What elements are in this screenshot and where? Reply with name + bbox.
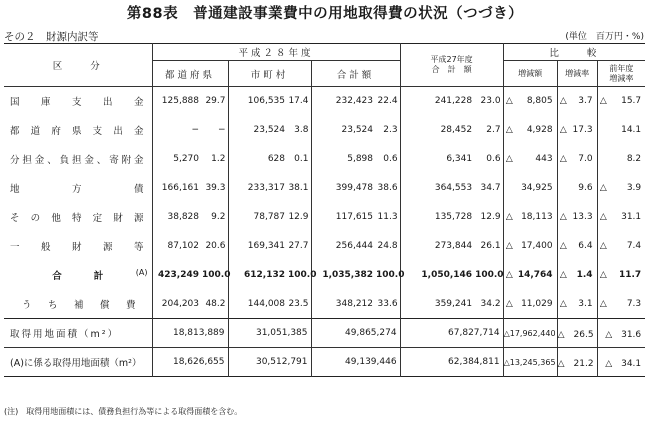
cell-total-pct: 22.4 — [377, 96, 398, 107]
cell-total-pct: 0.6 — [383, 154, 398, 164]
cell-rate: 7.0 — [578, 154, 593, 164]
cell-prev: 62,384,811 — [400, 348, 503, 377]
header-prev-change-rate — [597, 61, 645, 87]
row-label: 地方債 — [10, 184, 144, 195]
cell-muni-pct: 0.1 — [294, 154, 309, 164]
footnote: (注) 取得用地面積には、債務負担行為等による取得面積を含む。 — [4, 407, 243, 416]
cell-prev: 28,452 — [400, 116, 475, 145]
cell-rate-sign: △ — [557, 203, 569, 232]
cell-muni-pct: 100.0 — [288, 270, 317, 280]
cell-pref-pct: 20.6 — [205, 241, 226, 251]
area-row-1 — [4, 319, 645, 348]
cell-total: 256,444 — [311, 232, 376, 261]
cell-diff-sign: △ — [503, 290, 515, 319]
cell-prev: 241,228 — [400, 87, 475, 116]
cell-prev-rate: 15.7 — [621, 96, 642, 107]
cell-pref-pct: 9.2 — [211, 212, 226, 222]
cell-prev: 359,241 — [400, 290, 475, 319]
header-total: 合計額 — [311, 61, 400, 87]
cell-prev-pct: 34.7 — [480, 183, 501, 193]
header-change-amount: 増減額 — [503, 61, 557, 87]
cell-rate-sign: △ — [557, 87, 569, 116]
header-change-rate: 増減率 — [557, 61, 597, 87]
header-prev-rate-line1: 前年度 — [609, 63, 634, 73]
cell-muni: 78,787 — [228, 203, 288, 232]
cell-pref: 423,249 — [152, 261, 202, 290]
cell-prev: 135,728 — [400, 203, 475, 232]
cell-diff: 443 — [535, 154, 553, 164]
row-label: 国庫支出金 — [10, 97, 144, 109]
cell-total: 5,898 — [311, 145, 376, 174]
cell-prev-rate: 7.4 — [626, 241, 642, 251]
cell-pref: 204,203 — [152, 290, 202, 319]
cell-rate-sign: △ — [557, 290, 569, 319]
table-row — [4, 203, 645, 232]
cell-prev-rate-sign: △ — [597, 87, 609, 116]
cell-prev-pct: 34.2 — [480, 298, 501, 309]
cell-pref-pct: 100.0 — [202, 270, 231, 280]
cell-pref: − — [152, 116, 202, 145]
header-prefectures: 都道府県 — [152, 61, 228, 87]
cell-rate: 3.1 — [578, 298, 593, 309]
cell-diff: 11,029 — [521, 298, 553, 309]
total-label: 合計 — [52, 271, 136, 282]
cell-muni: 169,341 — [228, 232, 288, 261]
cell-rate: 6.4 — [578, 241, 593, 251]
cell-prev-rate: 31.1 — [621, 212, 642, 222]
cell-prev-rate: 7.3 — [626, 298, 642, 309]
cell-prev-rate: △ 34.1 — [597, 348, 645, 377]
row-label: 取得用地面積（m²） — [10, 329, 120, 340]
cell-pref-pct: 48.2 — [205, 298, 226, 309]
table-row — [4, 116, 645, 145]
header-h27-line2: 合 計 額 — [431, 65, 472, 74]
cell-muni-pct: 27.7 — [288, 241, 309, 251]
cell-diff-sign: △ — [503, 261, 515, 290]
cell-rate: 9.6 — [578, 183, 593, 193]
cell-total-pct: 38.6 — [377, 183, 398, 193]
cell-diff-sign — [503, 174, 515, 203]
unit-label: (単位 百万円・%) — [565, 32, 644, 42]
cell-muni: 23,524 — [228, 116, 288, 145]
row-label: (A)に係る取得用地面積（m²） — [10, 358, 142, 369]
table-row — [4, 232, 645, 261]
cell-muni-pct: 12.9 — [288, 212, 309, 222]
cell-total-pct: 11.3 — [377, 212, 398, 222]
cell-prev-pct: 26.1 — [480, 241, 501, 251]
cell-total: 232,423 — [311, 87, 376, 116]
cell-diff: 4,928 — [526, 125, 553, 135]
cell-prev-rate-sign — [597, 145, 609, 174]
cell-diff: 18,113 — [521, 212, 553, 222]
cell-prev-pct: 2.7 — [486, 125, 501, 135]
cell-muni: 144,008 — [228, 290, 288, 319]
header-category: 区 分 — [4, 44, 152, 87]
table-row — [4, 174, 645, 203]
cell-prev-rate-sign: △ — [597, 261, 609, 290]
cell-muni: 31,051,385 — [228, 319, 311, 348]
cell-prev-rate-sign: △ — [597, 232, 609, 261]
cell-diff-sign: △ — [503, 203, 515, 232]
cell-pref-pct: 1.2 — [211, 154, 226, 164]
cell-total: 117,615 — [311, 203, 376, 232]
cell-total-pct: 2.3 — [383, 125, 398, 135]
cell-rate: △ 21.2 — [557, 348, 597, 377]
cell-rate: 3.7 — [578, 96, 593, 107]
cell-pref: 166,161 — [152, 174, 202, 203]
total-row — [4, 261, 645, 290]
cell-diff: 34,925 — [521, 183, 553, 193]
cell-prev-rate: △ 31.6 — [597, 319, 645, 348]
cell-prev: 364,553 — [400, 174, 475, 203]
cell-prev-pct: 23.0 — [480, 96, 501, 107]
header-row-1 — [4, 44, 645, 61]
cell-pref: 125,888 — [152, 87, 202, 116]
cell-total-pct: 33.6 — [377, 298, 398, 309]
cell-muni-pct: 3.8 — [294, 125, 309, 135]
cell-prev-pct: 100.0 — [475, 270, 504, 280]
cell-total: 49,139,446 — [311, 348, 400, 377]
cell-prev-rate-sign: △ — [597, 290, 609, 319]
cell-total: 399,478 — [311, 174, 376, 203]
cell-diff: △17,962,440 — [503, 319, 557, 348]
cell-rate-sign: △ — [557, 232, 569, 261]
cell-muni-pct: 23.5 — [288, 298, 309, 309]
cell-rate: 1.4 — [576, 270, 593, 280]
header-h27 — [400, 44, 503, 87]
cell-diff-sign: △ — [503, 232, 515, 261]
cell-prev: 67,827,714 — [400, 319, 503, 348]
cell-prev-rate: 11.7 — [618, 270, 642, 280]
cell-diff-sign: △ — [503, 87, 515, 116]
cell-total-pct: 100.0 — [376, 270, 405, 280]
cell-pref-pct: − — [217, 125, 226, 135]
cell-muni: 30,512,791 — [228, 348, 311, 377]
row-label — [4, 261, 152, 290]
header-comparison: 比 較 — [503, 44, 645, 61]
cell-total: 23,524 — [311, 116, 376, 145]
cell-prev-rate: 8.2 — [626, 154, 642, 164]
cell-prev-rate: 14.1 — [621, 125, 642, 135]
cell-muni: 628 — [228, 145, 288, 174]
cell-prev: 6,341 — [400, 145, 475, 174]
header-prev-rate-line2: 増減率 — [609, 73, 634, 83]
revenue-rows — [4, 87, 645, 261]
cell-prev-rate-sign: △ — [597, 174, 609, 203]
cell-total: 1,035,382 — [311, 261, 376, 290]
cell-pref: 18,813,889 — [152, 319, 228, 348]
cell-rate: 17.3 — [572, 125, 593, 135]
cell-rate-sign: △ — [557, 145, 569, 174]
cell-diff: 8,805 — [526, 96, 553, 107]
cell-pref: 38,828 — [152, 203, 202, 232]
cell-prev-rate: 3.9 — [626, 183, 642, 193]
cell-diff-sign: △ — [503, 145, 515, 174]
cell-total: 348,212 — [311, 290, 376, 319]
header-h28: 平成２８年度 — [152, 44, 400, 61]
cell-total-pct: 24.8 — [377, 241, 398, 251]
data-table — [4, 43, 645, 377]
header-h27-line1: 平成27年度 — [430, 55, 473, 64]
header-municipalities: 市町村 — [228, 61, 311, 87]
cell-rate-sign: △ — [557, 261, 569, 290]
cell-pref: 5,270 — [152, 145, 202, 174]
cell-muni: 612,132 — [228, 261, 288, 290]
table-row — [4, 145, 645, 174]
cell-pref: 87,102 — [152, 232, 202, 261]
cell-muni: 233,317 — [228, 174, 288, 203]
cell-prev: 273,844 — [400, 232, 475, 261]
row-label: その他特定財源 — [10, 213, 144, 224]
cell-prev-pct: 0.6 — [486, 154, 501, 164]
cell-diff: 17,400 — [521, 241, 553, 251]
cell-diff-sign: △ — [503, 116, 515, 145]
table-row — [4, 87, 645, 116]
cell-pref: 18,626,655 — [152, 348, 228, 377]
cell-diff: 14,764 — [517, 270, 553, 280]
cell-prev: 1,050,146 — [400, 261, 475, 290]
table-title: 第88表 普通建設事業費中の用地取得費の状況（つづき） — [126, 6, 524, 22]
cell-pref-pct: 39.3 — [205, 183, 226, 193]
cell-prev-rate-sign: △ — [597, 203, 609, 232]
cell-rate-sign — [557, 174, 569, 203]
row-label: 都道府県支出金 — [10, 126, 144, 137]
row-label: うち補償費 — [22, 299, 136, 311]
cell-pref-pct: 29.7 — [205, 96, 226, 107]
cell-prev-pct: 12.9 — [480, 212, 501, 222]
cell-rate: 13.3 — [572, 212, 593, 222]
cell-diff: △13,245,365 — [503, 348, 557, 377]
table-subtitle: その２ 財源内訳等 — [4, 31, 99, 43]
cell-rate-sign: △ — [557, 116, 569, 145]
row-label: 分担金、負担金、寄附金 — [10, 155, 144, 166]
compensation-row — [4, 290, 645, 319]
cell-rate: △ 26.5 — [557, 319, 597, 348]
cell-muni: 106,535 — [228, 87, 288, 116]
cell-prev-rate-sign — [597, 116, 609, 145]
cell-total: 49,865,274 — [311, 319, 400, 348]
total-mark: (A) — [135, 268, 148, 277]
area-row-2 — [4, 348, 645, 377]
row-label: 一般財源等 — [10, 242, 144, 253]
cell-muni-pct: 38.1 — [288, 183, 309, 193]
cell-muni-pct: 17.4 — [288, 96, 309, 107]
